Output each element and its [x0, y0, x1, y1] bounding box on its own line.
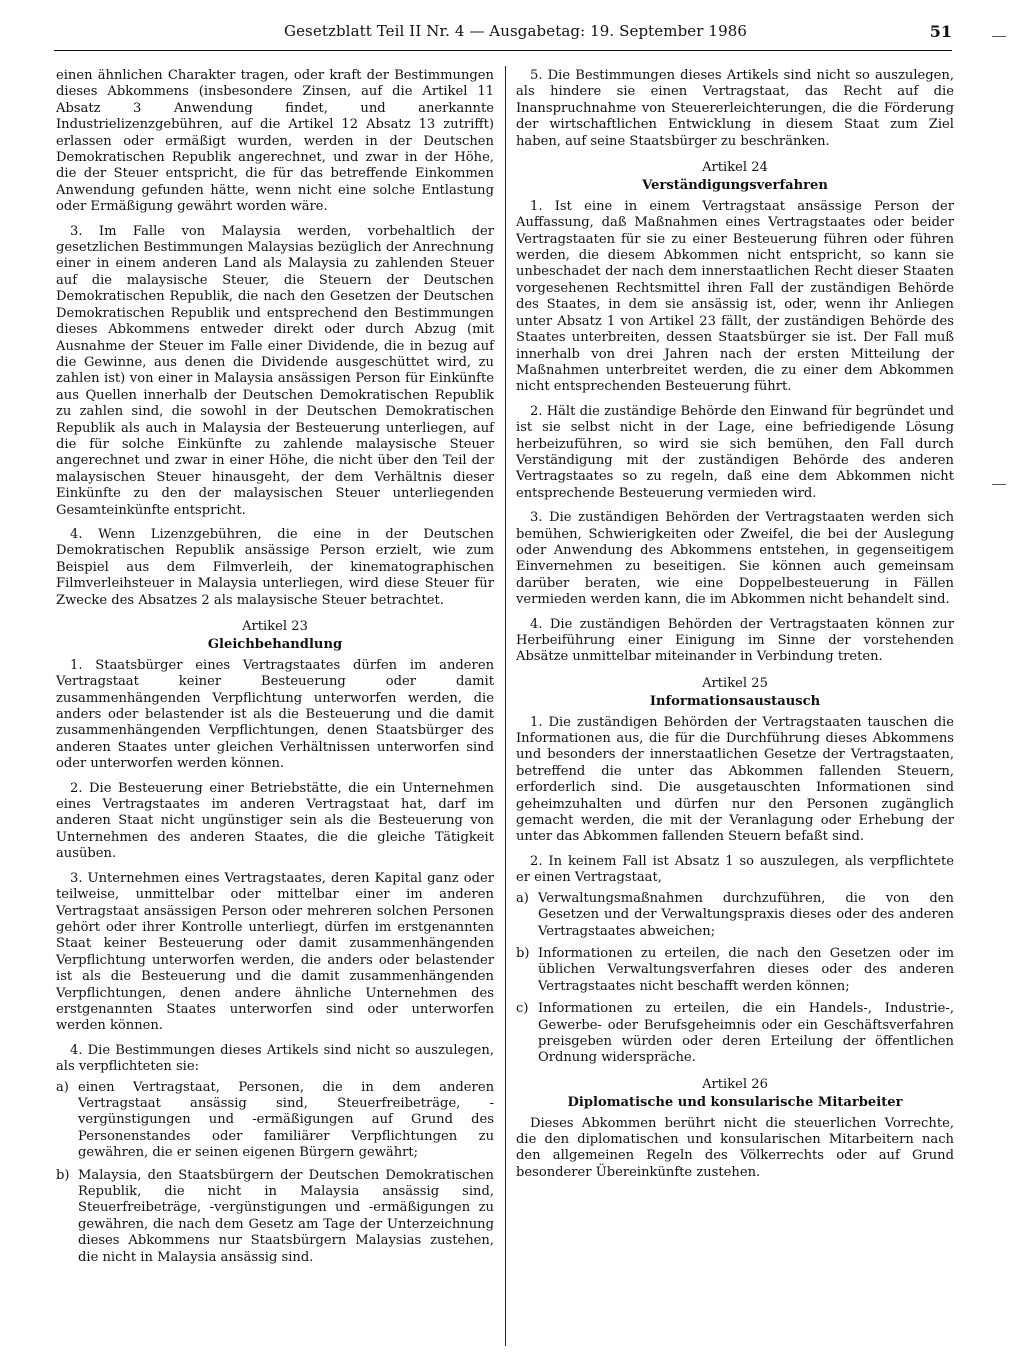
paragraph: 4. Die zuständigen Behörden der Vertragstaaten können zur Herbeiführung einer Einigung im Sinne der vorstehenden Absätze unmittelbar miteinander in Verbindung treten. — [516, 616, 954, 665]
article-title: Gleichbehandlung — [207, 637, 343, 653]
paragraph: 3. Unternehmen eines Vertragstaates, deren Kapital ganz oder teilweise, unmittelbar oder mittelbar einer im anderen Vertragstaat ansässigen Person oder mehreren solchen Personen gehört oder ihrer Kontrolle unterliegt, dürfen im erstgenannten Staat keiner Besteuerung oder damit zusammenhängenden Verpflichtung unterworfen werden, die anders oder belastender ist als die Besteuerung und die damit zusammenhängenden Verpflichtungen, denen andere ähnliche Unternehmen des erstgenannten Staates unterworfen sind oder unterworfen werden können. — [56, 870, 494, 1034]
paragraph: 2. Hält die zuständige Behörde den Einwand für begründet und ist sie selbst nicht in der Lage, eine befriedigende Lösung herbeizuführen, so wird sie sich bemühen, den Fall durch Verständigung mit der zuständigen Behörde des anderen Vertragstaates so zu regeln, daß eine dem Abkommen nicht entsprechende Besteuerung vermieden wird. — [516, 403, 954, 501]
list-item-text: Malaysia, den Staatsbürgern der Deutschen Demokratischen Republik, die nicht in Malaysia ansässig sind, Steuerfreibeträge, -vergünstigungen und -ermäßigungen zu gewähren, die nach dem Gesetz am Tage der Unterzeichnung dieses Abkommens nur Staatsbürgern Malaysias zustehen, die nicht in Malaysia ansässig sind. — [78, 1167, 494, 1265]
article-title: Informationsaustausch — [649, 694, 821, 710]
article-number: Artikel 25 — [702, 675, 768, 691]
paragraph: 4. Die Bestimmungen dieses Artikels sind nicht so auszulegen, als verpflichteten sie: — [56, 1042, 494, 1075]
page-number: 51 — [929, 22, 952, 41]
article-number: Artikel 24 — [702, 160, 768, 176]
article-title: Verständigungsverfahren — [642, 178, 828, 194]
list-item-label: a) — [56, 1079, 69, 1095]
list-item — [516, 946, 954, 995]
list-item-label: a) — [516, 890, 529, 906]
paragraph: 1. Die zuständigen Behörden der Vertragstaaten tauschen die Informationen aus, die für die Durchführung dieses Abkommens und besonders der innerstaatlichen Gesetze der Vertragstaaten, betreffend die unter das Abkommen fallenden Steuern, erforderlich sind. Die ausgetauschten Informationen sind geheimzuhalten und dürfen nur den Personen zugänglich gemacht werden, die mit der Veranlagung oder Erhebung der unter das Abkommen fallenden Steuern befaßt sind. — [516, 714, 954, 845]
margin-mark — [992, 36, 1006, 37]
list-item-text: einen Vertragstaat, Personen, die in dem anderen Vertragstaat ansässig sind, Steuerfreibeträge, -vergünstigungen und -ermäßigungen auf Grund des Personenstandes oder familiärer Verpflichtungen zu gewähren, die er seinen eigenen Bürgern gewährt; — [78, 1079, 494, 1161]
margin-mark — [992, 484, 1006, 485]
paragraph: 2. In keinem Fall ist Absatz 1 so auszulegen, als verpflichtete er einen Vertragstaat, — [516, 853, 954, 886]
running-title: Gesetzblatt Teil II Nr. 4 — Ausgabetag: 19. September 1986 — [284, 22, 747, 40]
column-divider — [505, 66, 506, 1346]
list-item — [516, 1001, 954, 1067]
left-column — [56, 68, 494, 1272]
list-item — [516, 891, 954, 940]
paragraph: einen ähnlichen Charakter tragen, oder kraft der Bestimmungen dieses Abkommens (insbesondere Zinsen, auf die Artikel 11 Absatz 3 Anwendung findet, und anerkannte Industrielizenzgebühren, auf die Artikel 12 Absatz 13 zutrifft) erlassen oder ermäßigt wurden, werden in der Deutschen Demokratischen Republik angerechnet, und zwar in der Höhe, die der Steuer entspricht, die für das betreffende Einkommen Anwendung gefunden hätte, wenn nicht eine solche Entlastung oder Ermäßigung gewährt worden wäre. — [56, 68, 494, 215]
paragraph: Dieses Abkommen berührt nicht die steuerlichen Vorrechte, die den diplomatischen und konsularischen Mitarbeitern nach den allgemeinen Regeln des Völkerrechts oder auf Grund besonderer Übereinkünfte zustehen. — [516, 1115, 954, 1180]
list-item-text: Verwaltungsmaßnahmen durchzuführen, die von den Gesetzen und der Verwaltungspraxis dieses oder des anderen Vertragstaates abweichen; — [538, 890, 954, 939]
paragraph: 1. Staatsbürger eines Vertragstaates dürfen im anderen Vertragstaat keiner Besteuerung oder damit zusammenhängenden Verpflichtung unterworfen werden, die anders oder belastender ist als die Besteuerung und die damit zusammenhängenden Verpflichtungen, denen Staatsbürger des anderen Staates unter gleichen Verhältnissen unterworfen sind oder unterworfen werden können. — [56, 657, 494, 772]
list-item-label: b) — [56, 1167, 70, 1183]
list-item-text: Informationen zu erteilen, die ein Handels-, Industrie-, Gewerbe- oder Berufsgeheimnis oder ein Geschäftsverfahren preisgeben würden oder deren Erteilung der öffentlichen Ordnung widerspräche. — [538, 1001, 954, 1066]
article-number: Artikel 26 — [702, 1076, 768, 1092]
page-header — [54, 22, 952, 51]
paragraph: 5. Die Bestimmungen dieses Artikels sind nicht so auszulegen, als hindere sie einen Vertragstaat, das Recht auf die Inanspruchnahme von Steuererleichterungen, die die Förderung der wirtschaftlichen Entwicklung in diesem Staat zum Ziel haben, auf seine Staatsbürger zu beschränken. — [516, 68, 954, 149]
paragraph: 3. Im Falle von Malaysia werden, vorbehaltlich der gesetzlichen Bestimmungen Malaysias bezüglich der Anrechnung einer in einem anderen Land als Malaysia zu zahlenden Steuer auf die malaysische Steuer, die Steuern der Deutschen Demokratischen Republik, die nach den Gesetzen der Deutschen Demokratischen Republik und entsprechend den Bestimmungen dieses Abkommens entweder direkt oder durch Abzug (mit Ausnahme der Steuer im Falle einer Dividende, die in bezug auf die Gewinne, aus denen die Dividende ausgeschüttet wird, zu zahlen ist) von einer in Malaysia ansässigen Person für Einkünfte aus Quellen innerhalb der Deutschen Demokratischen Republik zu zahlen sind, die sowohl in der Deutschen Demokratischen Republik als auch in Malaysia der Besteuerung unterliegen, auf die für solche Einkünfte zu zahlende malaysische Steuer angerechnet und zwar in einer Höhe, die nicht über den Teil der malaysischen Steuer hinausgeht, der dem Verhältnis dieser Einkünfte zu den der malaysischen Steuer unterliegenden Gesamteinkünfte entspricht. — [56, 223, 494, 518]
article-title: Diplomatische und konsularische Mitarbeiter — [567, 1095, 903, 1111]
paragraph: 4. Wenn Lizenzgebühren, die eine in der Deutschen Demokratischen Republik ansässige Person erzielt, wie zum Beispiel aus dem Filmverleih, der kinematographischen Filmverleihsteuer in Malaysia unterliegen, wird diese Steuer für Zwecke des Absatzes 2 als malaysische Steuer betrachtet. — [56, 526, 494, 608]
paragraph: 2. Die Besteuerung einer Betriebstätte, die ein Unternehmen eines Vertragstaates im anderen Vertragstaat hat, darf im anderen Staat nicht ungünstiger sein als die Besteuerung von Unternehmen des anderen Staates, die die gleiche Tätigkeit ausüben. — [56, 780, 494, 862]
article-number: Artikel 23 — [242, 619, 308, 634]
list-item-text: Informationen zu erteilen, die nach den Gesetzen oder im üblichen Verwaltungsverfahren dieses oder des anderen Vertragstaates nicht beschafft werden können; — [538, 945, 954, 994]
paragraph: 3. Die zuständigen Behörden der Vertragstaaten werden sich bemühen, Schwierigkeiten oder Zweifel, die bei der Auslegung oder Anwendung des Abkommens entstehen, in gegenseitigem Einvernehmen zu beseitigen. Sie können auch gemeinsam darüber beraten, wie eine Doppelbesteuerung in Fällen vermieden werden kann, die im Abkommen nicht behandelt sind. — [516, 510, 954, 608]
list-item-label: b) — [516, 945, 530, 961]
list-item — [56, 1080, 494, 1162]
paragraph: 1. Ist eine in einem Vertragstaat ansässige Person der Auffassung, daß Maßnahmen eines Vertragstaates oder beider Vertragstaaten für sie zu einer Besteuerung führen oder führen werden, die diesem Abkommen nicht entspricht, so kann sie unbeschadet der nach dem innerstaatlichen Recht dieser Staaten vorgesehenen Rechtsmittel ihren Fall der zuständigen Behörde des Staates, in dem sie ansässig ist, oder, wenn ihr Anliegen unter Absatz 1 von Artikel 23 fällt, der zuständigen Behörde des Staates unterbreiten, dessen Staatsbürger sie ist. Der Fall muß innerhalb von drei Jahren nach der ersten Mitteilung der Maßnahmen unterbreitet werden, die zu einer dem Abkommen nicht entsprechenden Besteuerung führt. — [516, 198, 954, 395]
list-item-label: c) — [516, 1001, 529, 1017]
list-item — [56, 1168, 494, 1266]
right-column — [516, 68, 954, 1189]
